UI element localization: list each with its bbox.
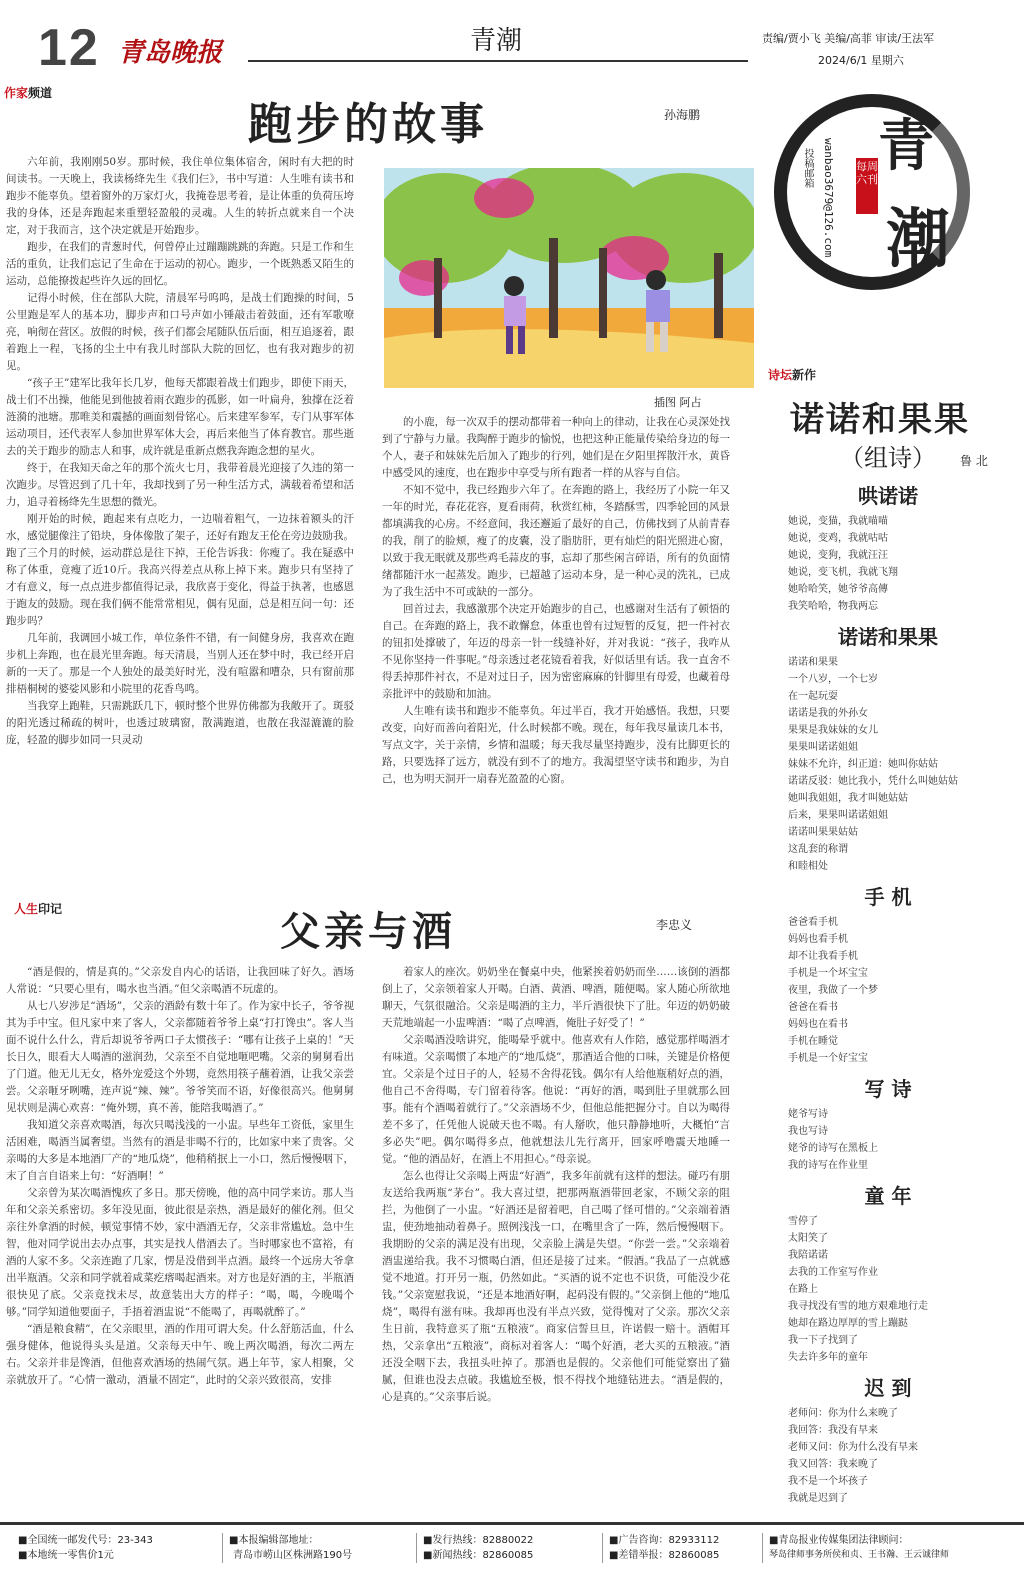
paragraph: 几年前，我调回小城工作，单位条件不错，有一间健身房，我喜欢在跑步机上奔跑，也在晨光里奔跑。每天清晨，当别人还在梦中时，我已经开启新的一天了。那是一个人独处的最美好时光，没有喧嚣和嘈杂，只有窗前那排梧桐树的婆娑风影和小院里的花香鸟鸣。	[6, 632, 354, 695]
footer-line: ■广告咨询：82933112	[609, 1535, 720, 1546]
issue-date: 2024/6/1 星期六	[818, 54, 904, 67]
poem-line: 爸爸在看书	[788, 1002, 838, 1013]
poem-list	[788, 480, 988, 1513]
paragraph: 着家人的座次。奶奶坐在餐桌中央，他紧挨着奶奶而坐……该倒的酒都倒上了，父亲领着家人开喝。白酒、黄酒、啤酒，随便喝。家人随心所欲地聊天，气氛很融洽。父亲是喝酒的主力，半斤酒很快下了肚。年迈的奶奶破天荒地端起一小盅啤酒：“喝了点啤酒，俺肚子好受了！”	[382, 966, 730, 1029]
paragraph: 的小鹿，每一次双手的摆动都带着一种向上的律动，让我在心灵深处找到了宁静与力量。我陶醉于跑步的愉悦，也把这种正能量传染给身边的每一个人，妻子和妹妹先后加入了跑步的行列，她们是在夕阳里挥散汗水，黄昏中感受风的速度，也在跑步中享受与所有跑者一样的从容与自信。	[382, 416, 730, 479]
poetry-author: 鲁 北	[960, 454, 988, 468]
poem-line: 一个八岁，一个七岁	[788, 674, 878, 685]
paragraph: 刚开始的时候，跑起来有点吃力，一边喘着粗气，一边抹着额头的汗水，感觉腿像注了铅块，身体像散了架子，还好有跑友王伦在旁边鼓励我。跑了三个月的时候，运动群总是往下掉，王伦告诉我：你瘦了。我在疑惑中称了体重，竟瘦了近10斤。我高兴得差点从称上掉下来。跑步只有坚持了才有意义，每一点点进步都值得记录，我欣喜于变化，得益于执著，也感恩于跑友的鼓励。现在我们俩不能常常相见，偶有见面，总是相互问一句：还跑步吗？	[6, 513, 354, 627]
poem-line: 她哈哈笑，她爷爷高傳	[788, 584, 888, 595]
poem-body	[788, 1213, 988, 1366]
poem	[788, 621, 988, 875]
column-tag-black: 印记	[38, 902, 63, 916]
poem-line: 手机在睡觉	[788, 1036, 838, 1047]
poem-line: 姥爷的诗写在黑板上	[788, 1143, 878, 1154]
poem-line: 她说，变鸡，我就咕咕	[788, 533, 888, 544]
section-brand-logo	[770, 88, 990, 308]
column-tag-poetry	[768, 366, 816, 383]
paragraph: 从七八岁涉足“酒场”，父亲的酒龄有数十年了。作为家中长子，爷爷视其为手中宝。但凡家中来了客人，父亲都随着爷爷上桌“打打馋虫”。客人当面不说什么什么，背后却说爷爷两口子太惯孩子：“哪有让孩子上桌的！”天长日久，眼看大人喝酒的滋润劲，父亲至不自觉地咂吧嘴。父亲的舅舅看出了门道。他无儿无女，格外宠爱这个外甥，竟然用筷子蘸着酒，让我父亲尝尝。父亲咂牙咧嘴，连声说“辣、辣”。爷爷笑而不语，好像很高兴。他舅舅见状则是满心欢喜：“俺外甥，真不善，能陪我喝酒了。”	[6, 1000, 354, 1114]
column-tag-writer	[4, 84, 52, 101]
poem-line: 她说，变狗，我就汪汪	[788, 550, 888, 561]
footer-line: ■青岛报业传媒集团法律顾问：	[769, 1535, 909, 1546]
footer-cell-address	[222, 1533, 352, 1563]
footer-line: 青岛市崂山区株洲路190号	[233, 1550, 353, 1561]
poem-line: 我又回答：我来晚了	[788, 1459, 878, 1470]
poem-line: 妈妈也看手机	[788, 934, 848, 945]
footer-line: ■差错举报：82860085	[609, 1550, 720, 1561]
poem-line: 我寻找没有雪的地方艰难地行走	[788, 1301, 928, 1312]
paragraph: 回首过去，我感激那个决定开始跑步的自己，也感谢对生活有了顿悟的自己。在奔跑的路上，我不敢懈怠，体重也曾有过短暂的反复，把一件衬衣的钮扣处撑破了，年迈的母亲一针一线缝补好，并对我说：“孩子，我咋从不见你坚持一件事呢。”母亲透过老花镜看着我，好似话里有话。我一直舍不得丢掉那件衬衣，不是对过日子，因为密密麻麻的针脚里有母爱，也藏着母亲批评中的鼓励和加油。	[382, 603, 730, 700]
brand-char-qing: 青	[878, 113, 934, 179]
poem-line: 我就是迟到了	[788, 1493, 848, 1504]
poem-line: 却不让我看手机	[788, 951, 858, 962]
poem-line: 果果是我妹妹的女儿	[788, 725, 878, 736]
poem-line: 这乱套的称谓	[788, 844, 848, 855]
poem-line: 我陪诺诺	[788, 1250, 828, 1261]
poem-body	[788, 513, 988, 615]
poem-line: 诺诺和果果	[788, 657, 838, 668]
poem-body	[788, 914, 988, 1067]
poem-line: 诺诺是我的外孙女	[788, 708, 868, 719]
poem-line: 她说，变猫，我就喵喵	[788, 516, 888, 527]
poem-title: 哄诺诺	[858, 484, 918, 508]
poetry-subtitle: （组诗）	[840, 444, 936, 472]
paragraph: 当我穿上跑鞋，只需跳跃几下，顿时整个世界仿佛都为我敞开了。斑驳的阳光透过稀疏的树叶，也透过玻璃窗，散满跑道，也散在我湿漉漉的脸庞，轻盈的脚步如同一只灵动	[6, 700, 354, 746]
illustration-caption: 插图 阿占	[654, 396, 702, 409]
poem-line: 她说，变飞机，我就飞翔	[788, 567, 898, 578]
footer-cell-legal	[762, 1533, 1019, 1563]
poem-line: 她叫我姐姐，我才叫她姑姑	[788, 793, 908, 804]
runners-image-icon	[384, 168, 754, 388]
paragraph: 父亲喝酒没啥讲究，能喝晕乎就中。他喜欢有人作陪，感觉那样喝酒才有味道。父亲喝惯了本地产的“地瓜烧”，那酒适合他的口味，关键是价格便宜。父亲是个过日子的人，轻易不舍得花钱。偶尔有人给他瓶稍好点的酒，他自己不舍得喝，专门留着待客。他说：“再好的酒，喝到肚子里就那么回事。能有个酒喝着就行了。”父亲酒场不少，但他总能把握分寸。自以为喝得差不多了，任凭他人说破天也不喝。有人掰吹，他只静静地听，大概怕“言多必失”吧。偶尔喝得多点，他就想法儿先行离开，回家呼噜震天地睡一觉。“他的酒品好，在酒上不用担心。”母亲说。	[382, 1034, 730, 1165]
poem-line: 妈妈也在看书	[788, 1019, 848, 1030]
poem-line: 我不是一个坏孩子	[788, 1476, 868, 1487]
column-tag-black: 频道	[28, 86, 53, 100]
poem-line: 和睦相处	[788, 861, 828, 872]
footer-bar	[0, 1522, 1024, 1575]
column-tag-life	[14, 900, 62, 917]
poem	[788, 1073, 988, 1174]
paragraph: 我知道父亲喜欢喝酒，每次只喝浅浅的一小盅。早些年工资低，家里生活困难，喝酒当属奢望。当然有的酒是非喝不行的，比如家中来了贵客。父亲喝的大多是本地酒厂产的“地瓜烧”，他稍稍抿上一小口，然后慢慢咽下，末了自言自语来上句：“好酒啊！”	[6, 1119, 354, 1182]
poem-line: 我一下子找到了	[788, 1335, 858, 1346]
poem-title: 诺诺和果果	[838, 625, 938, 649]
poem-line: 我回答：我没有早来	[788, 1425, 878, 1436]
poem-title: 童 年	[864, 1184, 912, 1208]
poem-line: 在一起玩耍	[788, 691, 838, 702]
header-rule	[248, 60, 748, 62]
article-author-running: 孙海鹏	[664, 108, 701, 122]
paragraph: 父亲曾为某次喝酒愧疚了多日。那天傍晚，他的高中同学来访。那人当年和父亲关系密切。多年没见面，彼此很是亲热，酒是最好的催化剂。但父亲往外拿酒的时候，顿觉事情不妙，家中酒酒无存，父亲非常尴尬。急中生智，他对同学说出去办点事，其实是找人借酒去了。当时哪家也不富裕，有酒的人家不多。父亲连跑了几家，愣是没借到半点酒。最终一个远房大爷拿出半瓶酒。父亲和同学就着咸菜疙瘩喝起酒来。对方也是好酒的主，半瓶酒很快见了底。父亲竟找未尽，故意装出大方的样子：“喝，喝，今晚喝个够。”同学知道他要面子，手捂着酒盅说“不能喝了，再喝就醉了。”	[6, 1187, 354, 1318]
poem-line: 在路上	[788, 1284, 818, 1295]
paragraph: 终于，在我知天命之年的那个流火七月，我带着晨光迎接了久违的第一次跑步。尽管迟到了几十年，我却找到了另一种生活方式，满载着希望和活力，追寻着杨绛先生思想的微光。	[6, 462, 354, 508]
submission-email: wanbao3679@126.com	[822, 138, 835, 258]
paragraph: 跑步，在我们的青葱时代，何曾停止过蹦蹦跳跳的奔跑。只是工作和生活的重负，让我们忘记了生命在于运动的初心。跑步，一个既熟悉又陌生的运动，总能撩拨起些许久远的回忆。	[6, 241, 354, 287]
poem-title: 手 机	[864, 885, 912, 909]
article-running-col2	[382, 414, 730, 876]
poem	[788, 881, 988, 1067]
paragraph: 不知不觉中，我已经跑步六年了。在奔跑的路上，我经历了小院一年又一年的时光，春花花容，夏看雨荷，秋赏红柿，冬踏酥雪，四季轮回的风景都填满我的心房。不经意间，我还邂逅了最好的自己，仿佛找到了从前青春的我，削了的脸颊，瘦了的皮囊，没了脂肪肝，更有灿烂的阳光照进心窗，以致于我无眠就及那些鸡毛蒜皮的事，忘却了那些闲言碎语，所有的负面情绪都随汗水一起蒸发。跑步，已超越了运动本身，是一种心灵的洗礼，已成为了我生活中不可或缺的一部分。	[382, 484, 730, 598]
footer-line: ■本地统一零售价1元	[18, 1550, 114, 1561]
poem-title: 写 诗	[864, 1077, 912, 1101]
column-tag-red: 诗坛	[768, 368, 793, 382]
poem-line: 去我的工作室写作业	[788, 1267, 878, 1278]
paragraph: 怎么也得让父亲喝上两盅“好酒”，我多年前就有这样的想法。碰巧有朋友送给我两瓶“茅台”。我大喜过望，把那两瓶酒带回老家，不顾父亲的阻拦，为他倒了一小盅。“好酒还是留着吧，自己喝了怪可惜的。”父亲端着酒盅，使劲地抽动着鼻子。照例浅浅一口，在嘴里含了一阵，然后慢慢咽下。我期盼的父亲的满足没有出现，父亲脸上满是失望。“你尝一尝。”父亲端着酒盅递给我。我不习惯喝白酒，但还是接了过来。“假酒。”我品了一点就感觉不地道。打开另一瓶，仍然如此。“买酒的说不定也不识货，可能没少花钱。”父亲宽慰我说，“还是本地酒好啊，起码没有假的。”父亲倒上他的“地瓜烧”，喝得有滋有味。我却再也没有半点兴致，觉得愧对了父亲。那次父亲生日前，我特意买了瓶“五粮液”。商家信誓旦旦，许诺假一赔十。酒帽耳热，父亲拿出“五粮液”，商标对着客人：“喝个好酒，老大买的五粮液。”酒还没全咽下去，我扭头吐掉了。那酒也是假的。父亲他们可能觉察出了猫腻，但谁也没去点破。我尴尬至极，恨不得找个地缝钻进去。“酒是假的，心是真的。”父亲事后说。	[382, 1170, 730, 1403]
poem-line: 诺诺反驳：她比我小，凭什么叫她姑姑	[788, 776, 958, 787]
poetry-title: 诺诺和果果	[790, 400, 970, 440]
paragraph: 六年前，我刚刚50岁。那时候，我住单位集体宿舍，闲时有大把的时间读书。一天晚上，我读杨绛先生《我们仨》，书中写道：人生唯有读书和跑步不能辜负。望着窗外的万家灯火，我掩卷思考着，是让体重的负荷压垮我的身体，还是奔跑起来重塑轻盈般的灵魂。人生的转折点就来自一个决定，对于我而言，这个决定就是开始跑步。	[6, 156, 354, 236]
poem-title: 迟 到	[864, 1376, 912, 1400]
article-wine-col1	[6, 964, 354, 1518]
poem-line: 果果叫诺诺姐姐	[788, 742, 858, 753]
poem-line: 妹妹不允许，纠正道：她叫你姑姑	[788, 759, 938, 770]
footer-cell-ads	[602, 1533, 719, 1563]
article-author-wine: 李忠义	[656, 918, 693, 932]
paragraph: 记得小时候，住在部队大院，清晨军号呜呜，是战士们跑操的时间，5公里跑是军人的基本功，脚步声和口号声如小锤敲击着鼓面，还有军歌嘹亮，响彻在营区。放假的时候，孩子们都会尾随队伍后面，相互追逐着，跟着跑上一程，飞扬的尘土中有我儿时部队大院的回忆，也有我对跑步的初见。	[6, 292, 354, 372]
footer-line: ■新闻热线：82860085	[423, 1550, 534, 1561]
poem-line: 夜里，我做了一个梦	[788, 985, 878, 996]
paragraph: 人生唯有读书和跑步不能辜负。年过半百，我才开始感悟。我想，只要改变，向好而善向着阳光，什么时候都不晚。现在，每年我尽量读几本书，写点文字，关于亲情，乡情和温暖；每天我尽量坚持跑步，没有比脚更长的路，只要选择了远方，就没有到不了的地方。我渴望坚守读书和跑步，为自己，也为明天洞开一扇春光盈盈的心窗。	[382, 705, 730, 785]
footer-cell-hotlines	[416, 1533, 533, 1563]
poem-line: 我的诗写在作业里	[788, 1160, 868, 1171]
poem-line: 诺诺叫果果姑姑	[788, 827, 858, 838]
page-number: 12	[38, 19, 100, 77]
article-wine-col2	[382, 964, 730, 1518]
poem-line: 手机是一个好宝宝	[788, 1053, 868, 1064]
article-title-running: 跑步的故事	[248, 99, 488, 150]
poem-line: 老师问：你为什么来晚了	[788, 1408, 898, 1419]
running-illustration	[384, 168, 754, 388]
poem-line: 我也写诗	[788, 1126, 828, 1137]
footer-line: ■本报编辑部地址：	[229, 1535, 319, 1546]
poem-line: 姥爷写诗	[788, 1109, 828, 1120]
poem-line: 太阳笑了	[788, 1233, 828, 1244]
column-tag-black: 新作	[792, 368, 817, 382]
poem-body	[788, 654, 988, 875]
poem-body	[788, 1405, 988, 1507]
poem-line: 她却在路边厚厚的雪上蹦跶	[788, 1318, 908, 1329]
weekly-seal: 每周六刊	[856, 158, 878, 214]
footer-line: ■全国统一邮发代号：23-343	[18, 1535, 153, 1546]
poem	[788, 1180, 988, 1366]
poem-line: 失去许多年的童年	[788, 1352, 868, 1363]
newspaper-logo: 青岛晚报	[118, 38, 223, 68]
poem	[788, 1372, 988, 1507]
poem-line: 我笑哈哈，物我两忘	[788, 601, 878, 612]
paragraph: “酒是假的，情是真的。”父亲发自内心的话语，让我回味了好久。酒场人常说：“只要心里有，喝水也当酒。”但父亲喝酒不玩虚的。	[6, 966, 354, 995]
paragraph: “孩子王”建军比我年长几岁，他每天都跟着战士们跑步，即使下雨天，战士们不出操，他能见到他披着雨衣跑步的孤影，如一叶扁舟，独撑在泛着涟漪的池塘。那唯美和震撼的画面刻骨铭心。后来建军参军，专门从事军体运动项目，还代表军人参加世界军体大会，再后来他当了体育教官。那些逝去的关于跑步的励志人和事，成许就是重新点燃我奔跑念想的星火。	[6, 377, 354, 457]
mail-label: 投稿邮箱	[802, 148, 813, 188]
poem-line: 爸爸看手机	[788, 917, 838, 928]
brand-char-chao: 潮	[886, 202, 950, 277]
footer-line: 琴岛律师事务所侯和贞、王书瀚、王云诚律师	[769, 1550, 950, 1560]
editor-credits: 责编/贾小飞 美编/高菲 审读/王法军	[762, 32, 935, 45]
column-tag-red: 人生	[14, 902, 39, 916]
paragraph: “酒是粮食精”，在父亲眼里，酒的作用可谓大矣。什么舒筋活血，什么强身健体，他说得头头是道。父亲每天中午、晚上两次喝酒，每次二两左右。父亲并非是馋酒，但他喜欢酒场的热闹气氛。遇上年节，家人相聚，父亲就放开了。“心情一激动，酒量不固定”，此时的父亲兴致很高，安排	[6, 1323, 354, 1386]
poem-body	[788, 1106, 988, 1174]
poem-line: 老师又问：你为什么没有早来	[788, 1442, 918, 1453]
poem-line: 后来，果果叫诺诺姐姐	[788, 810, 888, 821]
poem-line: 手机是一个坏宝宝	[788, 968, 868, 979]
column-tag-red: 作家	[4, 86, 29, 100]
article-running-col1	[6, 154, 354, 876]
poem	[788, 480, 988, 615]
footer-cell-postal	[18, 1533, 153, 1563]
footer-line: ■发行热线：82880022	[423, 1535, 534, 1546]
poem-line: 雪停了	[788, 1216, 818, 1227]
section-title: 青潮	[470, 26, 523, 56]
article-title-wine: 父亲与酒	[280, 909, 456, 955]
